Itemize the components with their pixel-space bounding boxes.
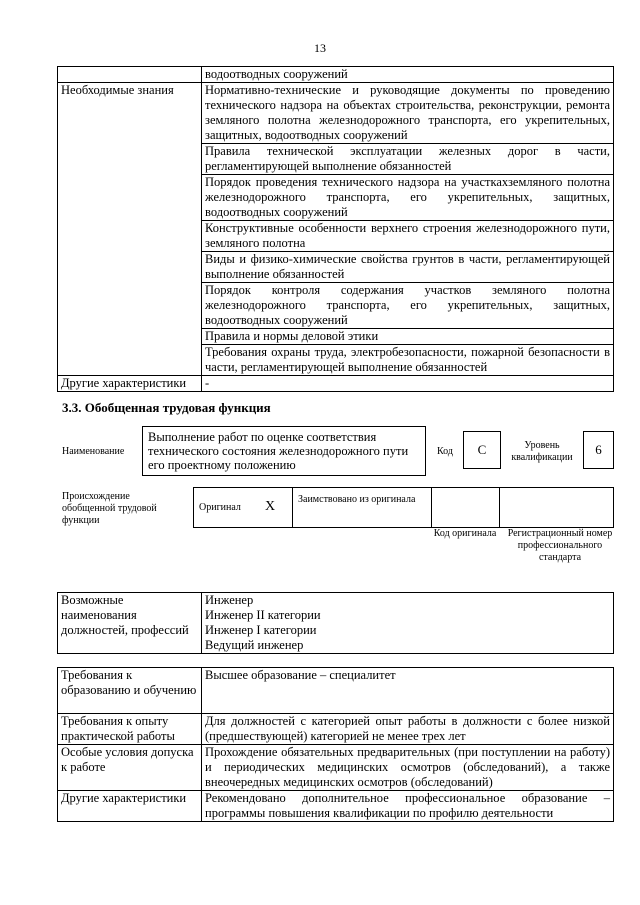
knowledge-table bbox=[57, 66, 614, 392]
row-value: Высшее образование – специалитет bbox=[202, 668, 614, 714]
row-value: Порядок проведения технического надзора на участкахземляного полотна железнодорожного транспорта, его укрепительных, защитных, водоотводных сооружений bbox=[202, 175, 614, 221]
row-value: - bbox=[202, 376, 614, 392]
table-row bbox=[58, 83, 614, 144]
row-value: Порядок контроля содержания участков земляного полотна железнодорожного транспорта, его укрепительных, защитных, водоотводных сооружений bbox=[202, 283, 614, 329]
list-item: Инженер II категории bbox=[205, 608, 321, 622]
row-label: Требования к опыту практической работы bbox=[58, 714, 202, 745]
row-label: Требования к образованию и обучению bbox=[58, 668, 202, 714]
row-value: Конструктивные особенности верхнего строения железнодорожного пути, земляного полотна bbox=[202, 221, 614, 252]
page-number: 13 bbox=[314, 41, 326, 55]
row-label bbox=[58, 67, 202, 83]
row-value: Требования охраны труда, электробезопасности, пожарной безопасности в части, регламентирующей выполнение обязанностей bbox=[202, 345, 614, 376]
row-value: водоотводных сооружений bbox=[202, 67, 614, 83]
divider bbox=[499, 487, 500, 528]
table-row bbox=[58, 593, 614, 654]
row-value: Правила и нормы деловой этики bbox=[202, 329, 614, 345]
row-value: Рекомендовано дополнительное профессиональное образование – программы повышения квалификации по профилю деятельности bbox=[202, 791, 614, 822]
level-value: 6 bbox=[583, 431, 614, 469]
original-mark: X bbox=[265, 499, 276, 514]
divider bbox=[292, 487, 293, 528]
row-label: Возможные наименования должностей, профессий bbox=[58, 593, 202, 654]
code-label: Код bbox=[437, 446, 453, 457]
row-label: Особые условия допуска к работе bbox=[58, 745, 202, 791]
row-value: Для должностей с категорией опыт работы в должности с более низкой (предшествующей) категорией не менее трех лет bbox=[202, 714, 614, 745]
row-value: Виды и физико-химические свойства грунтов в части, регламентирующей выполнение обязанностей bbox=[202, 252, 614, 283]
row-value: Прохождение обязательных предварительных (при поступлении на работу) и периодических медицинских осмотров (обследований), а также внеочередных медицинских осмотров (обследований) bbox=[202, 745, 614, 791]
positions-table bbox=[57, 592, 614, 654]
list-item: Инженер bbox=[205, 593, 254, 607]
level-label: Уровень квалификации bbox=[511, 440, 573, 463]
row-label: Необходимые знания bbox=[58, 83, 202, 376]
code-value: C bbox=[463, 431, 501, 469]
row-label: Другие характеристики bbox=[58, 791, 202, 822]
requirements-table bbox=[57, 667, 614, 822]
section-heading: 3.3. Обобщенная трудовая функция bbox=[62, 400, 271, 415]
original-label: Оригинал bbox=[199, 502, 241, 513]
row-value: Нормативно-технические и руководящие документы по проведению технического надзора на объектах строительства, реконструкции, ремонта земляного полотна железнодорожного транспорта, его укрепительных, защитных, водоотводных сооружений bbox=[202, 83, 614, 144]
reg-number-label: Регистрационный номер профессионального стандарта bbox=[507, 528, 613, 563]
list-item: Инженер I категории bbox=[205, 623, 317, 637]
table-row bbox=[58, 745, 614, 791]
origin-label: Происхождение обобщенной трудовой функции bbox=[62, 491, 157, 526]
function-name: Выполнение работ по оценке соответствия технического состояния железнодорожного пути его проектному положению bbox=[142, 426, 426, 476]
row-label: Другие характеристики bbox=[58, 376, 202, 392]
table-row bbox=[58, 67, 614, 83]
row-value: Правила технической эксплуатации железных дорог в части, регламентирующей выполнение обязанностей bbox=[202, 144, 614, 175]
divider bbox=[431, 487, 432, 528]
borrowed-label: Заимствовано из оригинала bbox=[298, 494, 416, 505]
code-original-label: Код оригинала bbox=[433, 528, 497, 539]
table-row bbox=[58, 668, 614, 714]
table-row bbox=[58, 714, 614, 745]
list-item: Ведущий инженер bbox=[205, 638, 304, 652]
table-row bbox=[58, 376, 614, 392]
name-label: Наименование bbox=[62, 446, 125, 457]
row-value bbox=[202, 593, 614, 654]
table-row bbox=[58, 791, 614, 822]
